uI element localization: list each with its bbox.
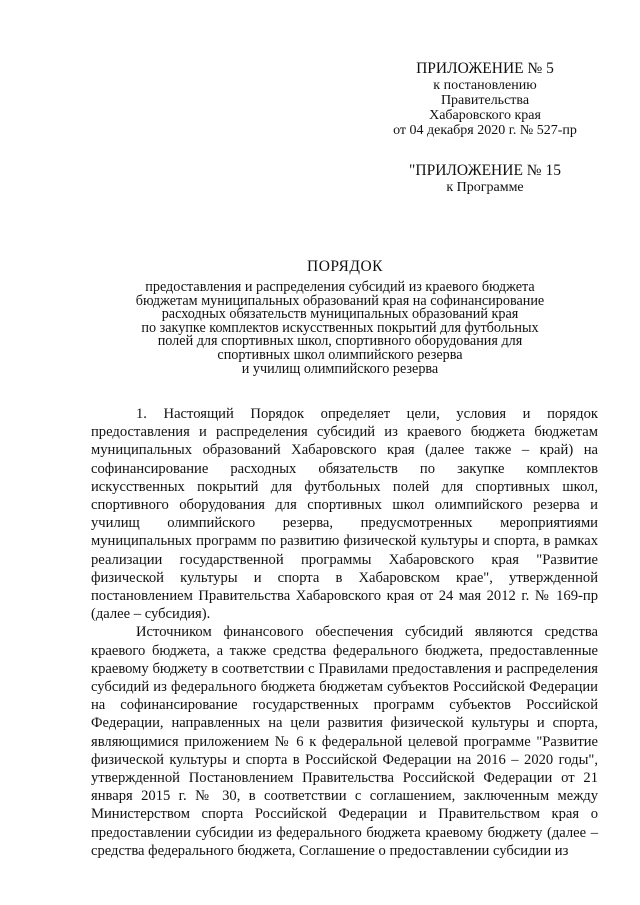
document-subtitle <box>90 281 590 376</box>
appendix-header <box>370 60 600 138</box>
appendix-date-number: от 04 декабря 2020 г. № 527-пр <box>393 123 577 138</box>
program-appendix-line: к Программе <box>446 180 524 195</box>
appendix-line: Правительства <box>440 93 530 108</box>
program-appendix-title: "ПРИЛОЖЕНИЕ № 15 <box>409 162 561 179</box>
document-body <box>91 405 598 860</box>
appendix-title: ПРИЛОЖЕНИЕ № 5 <box>416 60 554 77</box>
subtitle-line: спортивных школ олимпийского резерва <box>217 346 463 363</box>
subtitle-line: бюджетам муниципальных образований края на софинансирование <box>135 292 545 309</box>
subtitle-line: по закупке комплектов искусственных покрытий для футбольных <box>141 319 539 336</box>
subtitle-line: предоставления и распределения субсидий из краевого бюджета <box>145 279 535 295</box>
body-paragraph: 1. Настоящий Порядок определяет цели, условия и порядок предоставления и распределения субсидий из краевого бюджета бюджетам муниципальных образований Хабаровского края (далее также – край) на софинансирование расходных обязательств по закупке комплектов искусственных покрытий для футбольных полей для спортивных школ, спортивного оборудования для спортивных школ олимпийского резерва и училищ олимпийского резерва, предусмотренных мероприятиями муниципальных программ по развитию физической культуры и спорта, в рамках реализации государственной программы Хабаровского края "Развитие физической культуры и спорта в Хабаровском крае", утвержденной постановлением Правительства Хабаровского края от 24 мая 2012 г. № 169-пр (далее – субсидия). <box>91 406 598 623</box>
subtitle-line: расходных обязательств муниципальных образований края <box>161 306 519 323</box>
subtitle-line: и училищ олимпийского резерва <box>241 360 439 377</box>
body-paragraph: Источником финансового обеспечения субсидий являются средства краевого бюджета, а также средства федерального бюджета, предоставленные краевому бюджету в соответствии с Правилами предоставления и распределения субсидий из федерального бюджета бюджетам субъектов Российской Федерации на софинансирование государственных программ субъектов Российской Федерации, направленных на цели развития физической культуры и спорта, являющимися приложением № 6 к федеральной целевой программе "Развитие физической культуры и спорта в Российской Федерации на 2016 – 2020 годы", утвержденной Постановлением Правительства Российской Федерации от 21 января 2015 г. № 30, в соответствии с соглашением, заключенным между Министерством спорта Российской Федерации и Правительством края о предоставлении субсидии из федерального бюджета краевому бюджету (далее – средства федерального бюджета, Соглашение о предоставлении субсидии из <box>91 624 598 859</box>
appendix-line: к постановлению <box>433 78 537 93</box>
document-title: ПОРЯДОК <box>307 258 383 275</box>
appendix-line: Хабаровского края <box>429 108 541 123</box>
program-appendix-header <box>370 162 600 195</box>
subtitle-line: полей для спортивных школ, спортивного оборудования для <box>157 333 523 350</box>
